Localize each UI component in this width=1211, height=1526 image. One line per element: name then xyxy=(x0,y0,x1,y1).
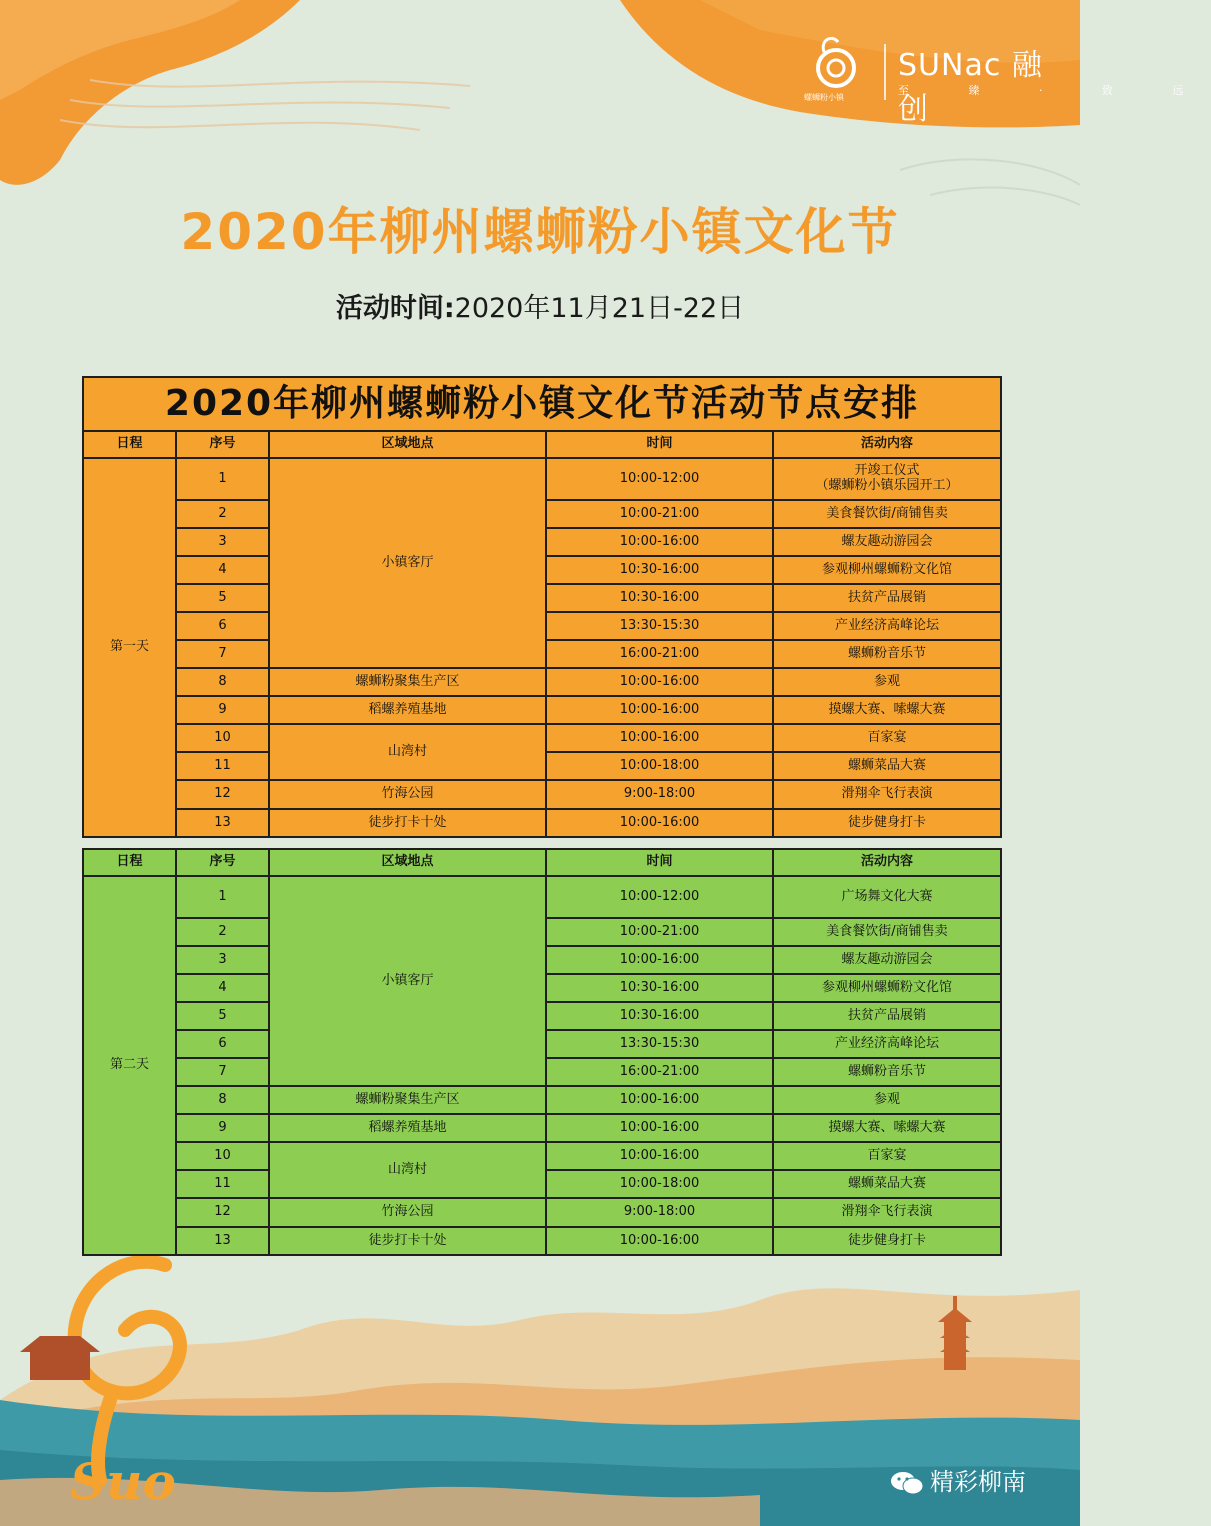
time-cell: 10:30-16:00 xyxy=(546,556,773,584)
activity-cell xyxy=(773,946,1001,974)
activity-text: 螺蛳菜品大赛 xyxy=(848,757,927,773)
activity-text: 滑翔伞飞行表演 xyxy=(841,1204,933,1220)
suo-logo-text: Suo xyxy=(70,1452,176,1511)
schedule-table-day2 xyxy=(82,848,1002,1256)
time-cell: 10:00-21:00 xyxy=(546,500,773,528)
table-row xyxy=(83,1198,1001,1227)
activity-text: 扶贫产品展销 xyxy=(847,1007,926,1023)
time-cell: 10:00-18:00 xyxy=(546,1170,773,1198)
activity-text: 摸螺大赛、嗦螺大赛 xyxy=(828,701,946,717)
activity-text: 参观柳州螺蛳粉文化馆 xyxy=(822,561,953,577)
activity-text: 参观柳州螺蛳粉文化馆 xyxy=(821,979,952,995)
sequence-cell: 9 xyxy=(176,1114,269,1142)
activity-cell xyxy=(773,752,1001,780)
time-cell: 10:00-16:00 xyxy=(546,946,773,974)
activity-text: 徒步健身打卡 xyxy=(847,1232,926,1248)
activity-cell xyxy=(773,668,1001,696)
table-row xyxy=(83,1114,1001,1142)
brand-name: SUNac 融创 xyxy=(898,48,1043,127)
time-cell: 10:30-16:00 xyxy=(546,974,773,1002)
sequence-cell: 10 xyxy=(176,1142,269,1170)
brand-slogan: 至 臻 · 致 远 xyxy=(898,84,1211,97)
column-header: 时间 xyxy=(546,431,773,458)
sequence-cell: 3 xyxy=(176,528,269,556)
activity-cell xyxy=(773,696,1001,724)
sequence-cell: 1 xyxy=(176,876,269,918)
column-header: 日程 xyxy=(83,849,176,876)
schedule-title: 2020年柳州螺蛳粉小镇文化节活动节点安排 xyxy=(83,377,1001,431)
column-header: 活动内容 xyxy=(773,849,1001,876)
column-header: 序号 xyxy=(176,431,269,458)
activity-text: 美食餐饮街/商铺售卖 xyxy=(826,923,948,939)
activity-text: 美食餐饮街/商铺售卖 xyxy=(826,505,948,521)
activity-note: （螺蛳粉小镇乐园开工） xyxy=(815,478,959,493)
location-cell: 螺蛳粉聚集生产区 xyxy=(269,1086,546,1114)
wechat-icon xyxy=(890,1470,924,1496)
time-cell: 10:00-16:00 xyxy=(546,1086,773,1114)
location-cell: 竹海公园 xyxy=(269,780,546,809)
activity-cell xyxy=(773,1114,1001,1142)
wechat-watermark xyxy=(890,1462,1026,1497)
activity-text: 螺蛳粉音乐节 xyxy=(847,1063,926,1079)
sequence-cell: 12 xyxy=(176,780,269,809)
activity-cell xyxy=(773,974,1001,1002)
activity-cell xyxy=(773,458,1001,500)
event-time xyxy=(0,286,1080,325)
table-row xyxy=(83,458,1001,500)
sequence-cell: 13 xyxy=(176,1227,269,1255)
location-cell: 徒步打卡十处 xyxy=(269,809,546,837)
activity-text: 摸螺大赛、嗦螺大赛 xyxy=(828,1119,946,1135)
location-cell: 螺蛳粉聚集生产区 xyxy=(269,668,546,696)
location-cell: 徒步打卡十处 xyxy=(269,1227,546,1255)
activity-cell xyxy=(773,584,1001,612)
sequence-cell: 13 xyxy=(176,809,269,837)
time-cell: 13:30-15:30 xyxy=(546,612,773,640)
mini-logo-label: 螺蛳粉小镇 xyxy=(804,93,844,102)
time-cell: 10:00-16:00 xyxy=(546,724,773,752)
activity-cell xyxy=(773,1170,1001,1198)
sequence-cell: 9 xyxy=(176,696,269,724)
table-row xyxy=(83,696,1001,724)
sequence-cell: 11 xyxy=(176,1170,269,1198)
sequence-cell: 3 xyxy=(176,946,269,974)
column-header: 时间 xyxy=(546,849,773,876)
table-row xyxy=(83,724,1001,752)
activity-cell xyxy=(773,780,1001,809)
sequence-cell: 10 xyxy=(176,724,269,752)
location-cell: 山湾村 xyxy=(269,1142,546,1198)
day-cell: 第一天 xyxy=(83,458,176,837)
activity-cell xyxy=(773,809,1001,837)
activity-cell xyxy=(773,1227,1001,1255)
location-cell: 竹海公园 xyxy=(269,1198,546,1227)
activity-cell xyxy=(773,1002,1001,1030)
column-header: 区域地点 xyxy=(269,431,546,458)
activity-cell xyxy=(773,1030,1001,1058)
time-cell: 16:00-21:00 xyxy=(546,1058,773,1086)
activity-text: 百家宴 xyxy=(867,729,907,745)
table-row xyxy=(83,1086,1001,1114)
activity-cell xyxy=(773,918,1001,946)
activity-text: 产业经济高峰论坛 xyxy=(835,617,940,633)
sequence-cell: 7 xyxy=(176,640,269,668)
time-cell: 9:00-18:00 xyxy=(546,1198,773,1227)
table-row xyxy=(83,809,1001,837)
time-cell: 10:00-16:00 xyxy=(546,1227,773,1255)
column-header: 序号 xyxy=(176,849,269,876)
activity-cell xyxy=(773,1142,1001,1170)
sequence-cell: 5 xyxy=(176,1002,269,1030)
sequence-cell: 7 xyxy=(176,1058,269,1086)
sequence-cell: 8 xyxy=(176,668,269,696)
column-header: 日程 xyxy=(83,431,176,458)
sequence-cell: 4 xyxy=(176,556,269,584)
activity-cell xyxy=(773,500,1001,528)
activity-text: 扶贫产品展销 xyxy=(848,589,927,605)
sequence-cell: 2 xyxy=(176,918,269,946)
time-cell: 10:00-16:00 xyxy=(546,809,773,837)
page-title: 2020年柳州螺蛳粉小镇文化节 xyxy=(180,203,900,261)
activity-text: 徒步健身打卡 xyxy=(848,814,927,830)
day-cell: 第二天 xyxy=(83,876,176,1255)
activity-text: 开竣工仪式 xyxy=(854,463,920,479)
time-cell: 10:00-16:00 xyxy=(546,1114,773,1142)
event-time-value: 2020年11月21日-22日 xyxy=(454,293,745,324)
activity-cell xyxy=(773,876,1001,918)
time-cell: 10:00-12:00 xyxy=(546,876,773,918)
activity-cell xyxy=(773,1058,1001,1086)
time-cell: 10:30-16:00 xyxy=(546,1002,773,1030)
sequence-cell: 5 xyxy=(176,584,269,612)
activity-text: 螺蛳菜品大赛 xyxy=(847,1175,926,1191)
location-cell: 稻螺养殖基地 xyxy=(269,696,546,724)
column-header: 活动内容 xyxy=(773,431,1001,458)
time-cell: 10:30-16:00 xyxy=(546,584,773,612)
logo-separator xyxy=(884,44,886,100)
table-row xyxy=(83,1142,1001,1170)
snail-logo-icon xyxy=(806,30,876,100)
time-cell: 10:00-12:00 xyxy=(546,458,773,500)
time-cell: 10:00-16:00 xyxy=(546,528,773,556)
schedule-table-day1 xyxy=(82,376,1002,838)
location-cell: 稻螺养殖基地 xyxy=(269,1114,546,1142)
location-cell: 小镇客厅 xyxy=(269,876,546,1086)
time-cell: 10:00-16:00 xyxy=(546,668,773,696)
event-time-label: 活动时间: xyxy=(335,293,455,324)
table-row xyxy=(83,876,1001,918)
activity-cell xyxy=(773,1086,1001,1114)
time-cell: 10:00-21:00 xyxy=(546,918,773,946)
table-row xyxy=(83,668,1001,696)
time-cell: 10:00-16:00 xyxy=(546,696,773,724)
time-cell: 16:00-21:00 xyxy=(546,640,773,668)
activity-cell xyxy=(773,724,1001,752)
activity-cell xyxy=(773,612,1001,640)
sunac-logo xyxy=(800,30,1211,127)
table-row xyxy=(83,1227,1001,1255)
sequence-cell: 6 xyxy=(176,612,269,640)
table-row xyxy=(83,780,1001,809)
activity-text: 参观 xyxy=(874,673,901,689)
activity-cell xyxy=(773,528,1001,556)
pavilion-icon xyxy=(20,1336,100,1380)
activity-text: 螺友趣动游园会 xyxy=(841,951,933,967)
time-cell: 10:00-16:00 xyxy=(546,1142,773,1170)
time-cell: 9:00-18:00 xyxy=(546,780,773,809)
activity-text: 螺友趣动游园会 xyxy=(841,533,933,549)
sequence-cell: 12 xyxy=(176,1198,269,1227)
activity-cell xyxy=(773,1198,1001,1227)
activity-text: 滑翔伞飞行表演 xyxy=(841,786,933,802)
activity-text: 参观 xyxy=(873,1091,900,1107)
watermark-text: 精彩柳南 xyxy=(930,1468,1026,1496)
activity-text: 广场舞文化大赛 xyxy=(841,888,933,904)
location-cell: 山湾村 xyxy=(269,724,546,780)
sequence-cell: 11 xyxy=(176,752,269,780)
column-header: 区域地点 xyxy=(269,849,546,876)
sequence-cell: 4 xyxy=(176,974,269,1002)
sequence-cell: 8 xyxy=(176,1086,269,1114)
sequence-cell: 1 xyxy=(176,458,269,500)
activity-cell xyxy=(773,640,1001,668)
sequence-cell: 6 xyxy=(176,1030,269,1058)
activity-text: 产业经济高峰论坛 xyxy=(834,1035,939,1051)
activity-text: 螺蛳粉音乐节 xyxy=(848,645,927,661)
time-cell: 13:30-15:30 xyxy=(546,1030,773,1058)
location-cell: 小镇客厅 xyxy=(269,458,546,668)
time-cell: 10:00-18:00 xyxy=(546,752,773,780)
activity-cell xyxy=(773,556,1001,584)
sequence-cell: 2 xyxy=(176,500,269,528)
activity-text: 百家宴 xyxy=(867,1147,907,1163)
